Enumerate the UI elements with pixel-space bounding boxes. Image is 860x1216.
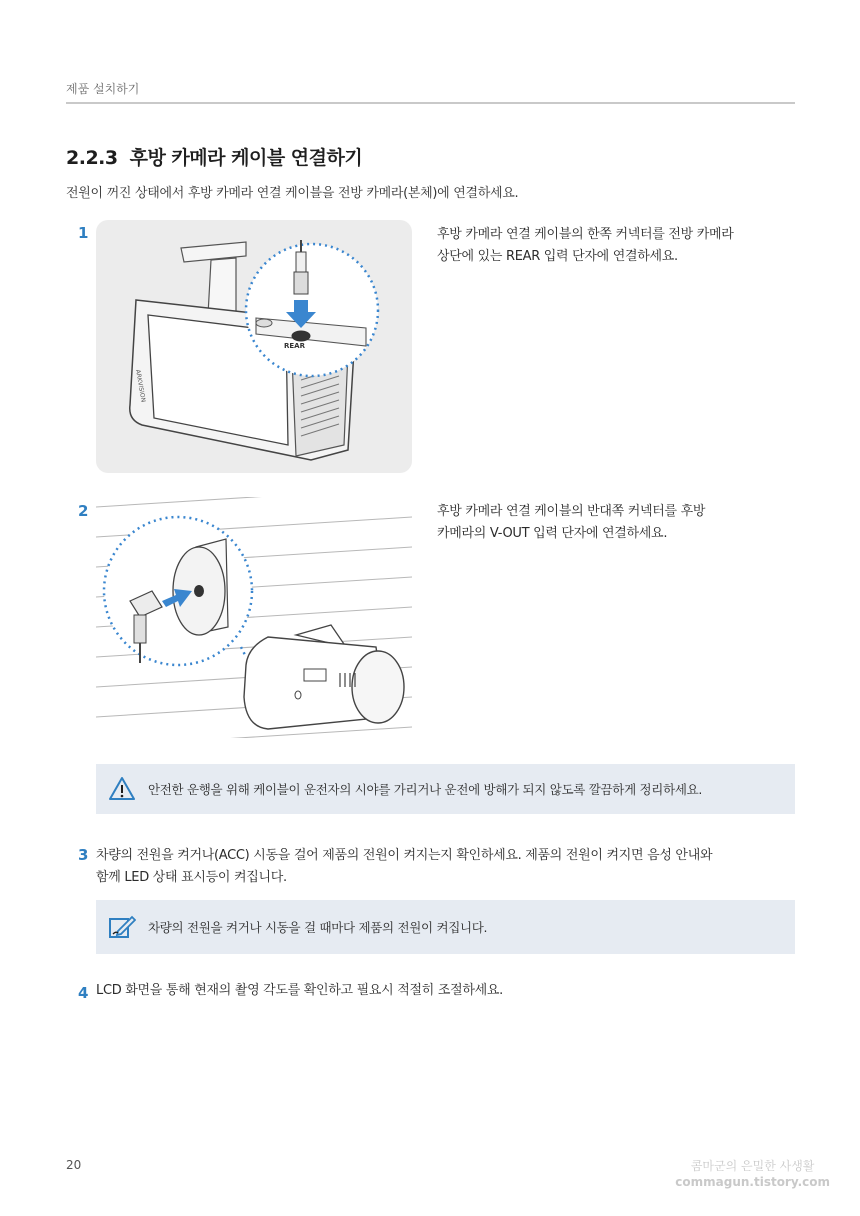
rear-port-label: REAR [284, 342, 305, 350]
step-4-text: LCD 화면을 통해 현재의 촬영 각도를 확인하고 필요시 적절히 조절하세요. [96, 983, 503, 998]
svg-text:ARKVISION: ARKVISION [134, 369, 147, 403]
watermark [675, 1158, 830, 1190]
watermark-line-1: 콤마군의 은밀한 사생활 [690, 1159, 815, 1173]
header-section-title: 제품 설치하기 [66, 82, 140, 96]
step-1-number: 1 [78, 224, 89, 242]
section-number: 2.2.3 [66, 147, 118, 169]
warning-triangle-icon [108, 776, 136, 802]
step-4-number: 4 [78, 984, 89, 1002]
front-camera-rear-port-illustration [96, 220, 412, 473]
header-divider [66, 102, 795, 104]
memo-pencil-icon [108, 914, 136, 940]
step-3-number: 3 [78, 846, 89, 864]
step-2-text: 후방 카메라 연결 케이블의 반대쪽 커넥터를 후방 카메라의 V-OUT 입력 단자에 연결하세요. [437, 504, 706, 541]
step-1-illustration [96, 220, 412, 473]
watermark-line-2: commagun.tistory.com [675, 1175, 830, 1189]
rear-camera-vout-port-illustration [96, 497, 412, 738]
memo-note [96, 900, 795, 954]
page-number: 20 [66, 1158, 82, 1172]
section-title: 후방 카메라 케이블 연결하기 [129, 147, 363, 169]
step-2-number: 2 [78, 502, 89, 520]
step-1-text: 후방 카메라 연결 케이블의 한쪽 커넥터를 전방 카메라 상단에 있는 REAR 입력 단자에 연결하세요. [437, 227, 734, 264]
section-intro: 전원이 꺼진 상태에서 후방 카메라 연결 케이블을 전방 카메라(본체)에 연결하세요. [66, 186, 519, 201]
memo-text: 차량의 전원을 켜거나 시동을 걸 때마다 제품의 전원이 켜집니다. [148, 920, 488, 935]
section-heading [66, 143, 362, 170]
step-3-text: 차량의 전원을 켜거나(ACC) 시동을 걸어 제품의 전원이 켜지는지 확인하세요. 제품의 전원이 켜지면 음성 안내와 함께 LED 상태 표시등이 켜집니다. [96, 848, 713, 885]
step-2-illustration [96, 497, 412, 738]
caution-text: 안전한 운행을 위해 케이블이 운전자의 시야를 가리거나 운전에 방해가 되지 않도록 깔끔하게 정리하세요. [148, 782, 703, 797]
caution-note [96, 764, 795, 814]
